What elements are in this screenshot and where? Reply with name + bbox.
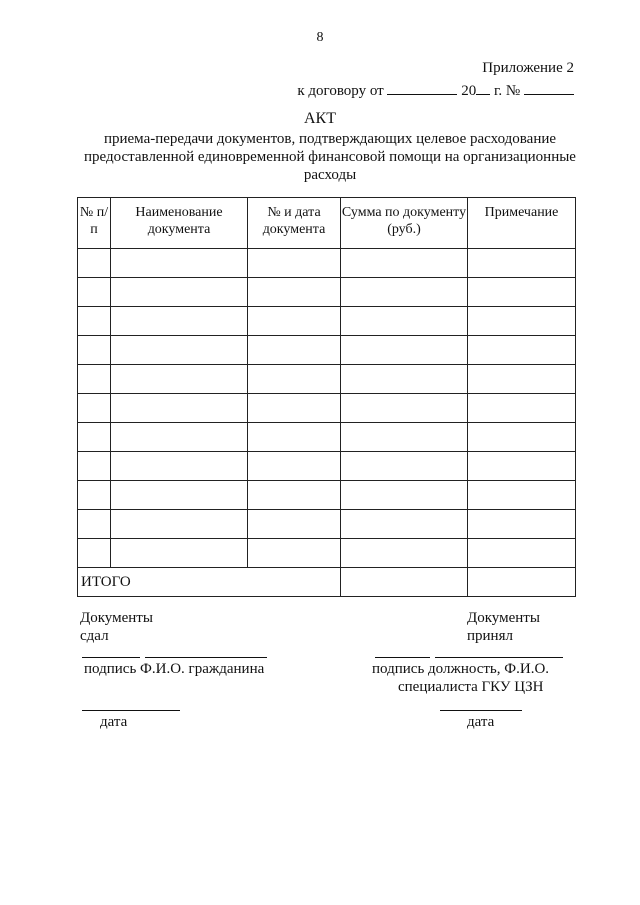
- cell-number: [78, 307, 111, 336]
- cell-doc-date: [248, 481, 341, 510]
- right-specialist-caption: специалиста ГКУ ЦЗН: [398, 679, 544, 695]
- table-row: [78, 278, 576, 307]
- cell-note: [468, 394, 576, 423]
- table-body: [78, 249, 576, 597]
- right-signature-line: [375, 657, 430, 658]
- table-header-row: [78, 198, 576, 249]
- table-row: [78, 307, 576, 336]
- cell-name: [111, 481, 248, 510]
- left-block-line2: сдал: [80, 628, 109, 644]
- documents-table: [77, 197, 576, 597]
- table-row: [78, 336, 576, 365]
- cell-doc-date: [248, 510, 341, 539]
- total-row: [78, 568, 576, 597]
- left-name-line: [145, 657, 267, 658]
- cell-name: [111, 365, 248, 394]
- cell-doc-date: [248, 365, 341, 394]
- column-header-name: Наименование документа: [111, 198, 248, 249]
- year-blank: [476, 80, 490, 95]
- column-header-number: № п/п: [78, 198, 111, 249]
- right-date-line: [440, 710, 522, 711]
- cell-amount: [341, 307, 468, 336]
- cell-name: [111, 510, 248, 539]
- right-signature-caption: подпись должность, Ф.И.О.: [372, 661, 550, 677]
- right-block-line2: принял: [467, 628, 513, 644]
- total-note-cell: [468, 568, 576, 597]
- cell-note: [468, 307, 576, 336]
- cell-name: [111, 539, 248, 568]
- cell-doc-date: [248, 278, 341, 307]
- cell-number: [78, 452, 111, 481]
- table-row: [78, 394, 576, 423]
- cell-number: [78, 510, 111, 539]
- cell-amount: [341, 539, 468, 568]
- right-date-label: дата: [467, 714, 495, 730]
- cell-number: [78, 365, 111, 394]
- cell-doc-date: [248, 307, 341, 336]
- table-row: [78, 539, 576, 568]
- table-row: [78, 423, 576, 452]
- cell-note: [468, 481, 576, 510]
- total-label: ИТОГО: [78, 568, 341, 597]
- left-signature-caption: подпись Ф.И.О. гражданина: [84, 661, 265, 677]
- cell-amount: [341, 278, 468, 307]
- cell-amount: [341, 249, 468, 278]
- cell-note: [468, 423, 576, 452]
- page-number: 8: [316, 30, 324, 45]
- cell-note: [468, 452, 576, 481]
- cell-amount: [341, 481, 468, 510]
- contract-date-blank: [387, 80, 457, 95]
- column-header-note: Примечание: [468, 198, 576, 249]
- cell-number: [78, 249, 111, 278]
- right-name-line: [435, 657, 563, 658]
- cell-note: [468, 365, 576, 394]
- cell-number: [78, 539, 111, 568]
- cell-amount: [341, 510, 468, 539]
- cell-name: [111, 336, 248, 365]
- cell-note: [468, 249, 576, 278]
- cell-name: [111, 452, 248, 481]
- table-row: [78, 365, 576, 394]
- cell-number: [78, 336, 111, 365]
- cell-note: [468, 278, 576, 307]
- annex-label: Приложение 2: [482, 60, 574, 76]
- cell-number: [78, 394, 111, 423]
- cell-doc-date: [248, 249, 341, 278]
- left-date-line: [82, 710, 180, 711]
- cell-name: [111, 307, 248, 336]
- left-date-label: дата: [100, 714, 128, 730]
- cell-amount: [341, 452, 468, 481]
- cell-note: [468, 510, 576, 539]
- right-block-line1: Документы: [467, 610, 540, 626]
- cell-doc-date: [248, 336, 341, 365]
- cell-amount: [341, 336, 468, 365]
- cell-number: [78, 278, 111, 307]
- left-block-line1: Документы: [80, 610, 153, 626]
- contract-number-blank: [524, 80, 574, 95]
- table-row: [78, 510, 576, 539]
- contract-prefix: к договору от: [297, 83, 384, 99]
- cell-note: [468, 539, 576, 568]
- document-title: АКТ: [304, 110, 336, 127]
- cell-name: [111, 249, 248, 278]
- document-subtitle: приема-передачи документов, подтверждающих целевое расходование предоставленной единовременной финансовой помощи на организационные расходы: [84, 131, 576, 183]
- year-suffix: г. №: [493, 83, 521, 99]
- table-row: [78, 481, 576, 510]
- year-prefix: 20: [461, 83, 477, 99]
- cell-doc-date: [248, 539, 341, 568]
- table-row: [78, 452, 576, 481]
- cell-name: [111, 423, 248, 452]
- cell-doc-date: [248, 423, 341, 452]
- cell-amount: [341, 394, 468, 423]
- left-signature-line: [82, 657, 140, 658]
- cell-number: [78, 423, 111, 452]
- cell-amount: [341, 365, 468, 394]
- cell-name: [111, 278, 248, 307]
- column-header-amount: Сумма по документу (руб.): [341, 198, 468, 249]
- cell-doc-date: [248, 452, 341, 481]
- total-amount-cell: [341, 568, 468, 597]
- cell-name: [111, 394, 248, 423]
- contract-reference: [297, 80, 574, 100]
- column-header-doc-date: № и дата документа: [248, 198, 341, 249]
- cell-number: [78, 481, 111, 510]
- table-row: [78, 249, 576, 278]
- cell-amount: [341, 423, 468, 452]
- cell-doc-date: [248, 394, 341, 423]
- cell-note: [468, 336, 576, 365]
